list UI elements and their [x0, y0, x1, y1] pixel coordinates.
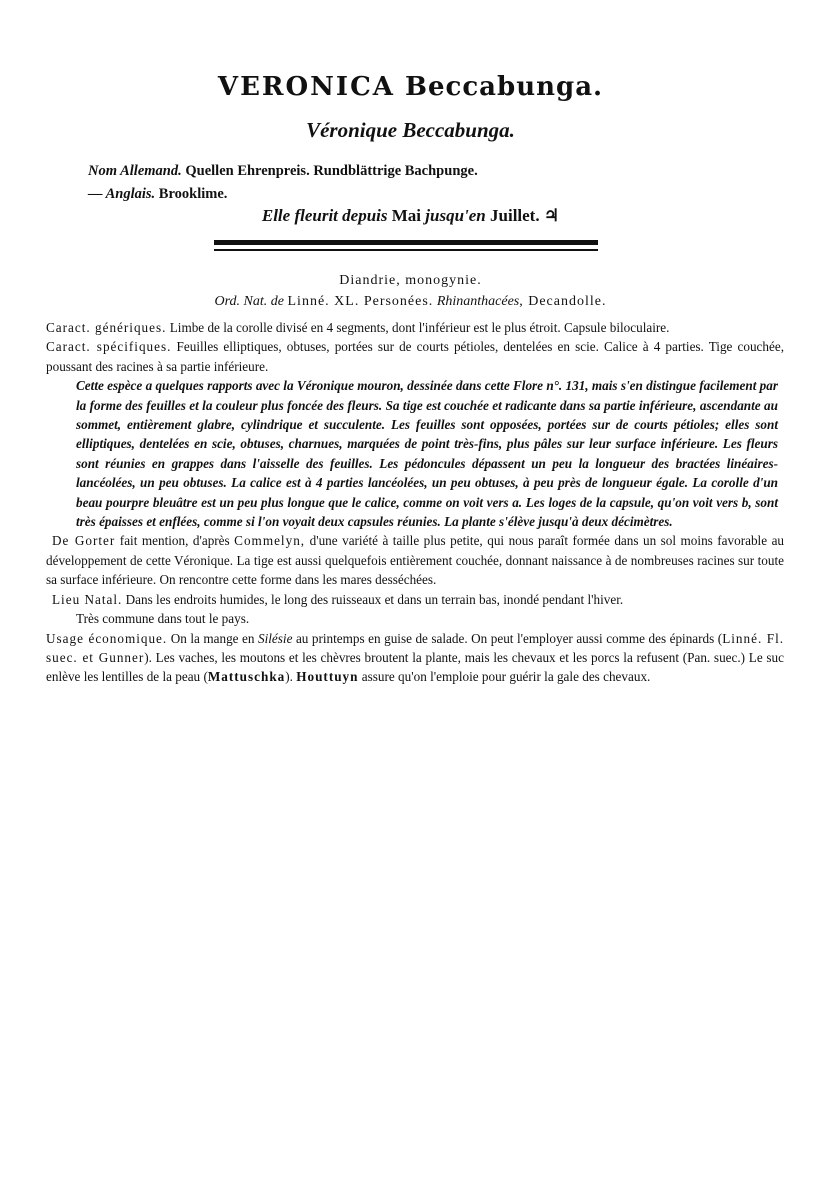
usage-d: ).: [285, 669, 297, 685]
french-name: Véronique Beccabunga.: [306, 118, 515, 142]
flowering-prefix: Elle fleurit depuis: [261, 206, 388, 225]
flowering-from: Mai: [391, 206, 422, 225]
label-generic: Caract. génériques.: [46, 320, 167, 335]
text-gorter: d'une variété à taille plus petite, qui nous paraît formée dans un sol moins favorable au développement de cette Véronique. La tige est aussi quelquefois entièrement couchée, donnant naissance à de nombreuses racines sur toute sa surface inférieure. On rencontre cette forme dans les mares desséchées.: [46, 533, 785, 588]
flowering-period: [0, 206, 821, 226]
author-commelyn: Commelyn,: [234, 533, 306, 549]
usage-e: assure qu'on l'emploie pour guérir la gale des chevaux.: [361, 669, 651, 685]
label-usage: Usage économique.: [46, 630, 168, 646]
flowering-middle: jusqu'en: [425, 206, 486, 225]
usage-b: au printemps en guise de salade. On peut l'employer aussi comme des épinards (: [295, 630, 723, 646]
common-name-english: [88, 183, 478, 206]
gorter-mid: fait mention, d'après: [119, 533, 230, 549]
paragraph-specific: [46, 337, 784, 376]
author-linne-gunner: Linné. Fl. suec. et Gunner: [46, 630, 785, 665]
text-specific: Feuilles elliptiques, obtuses, portées sur de courts pétioles, dentelées en scie. Calice à 4 parties. Tige couchée, poussant des racines à sa partie inférieure.: [46, 339, 784, 374]
usage-a: On la mange en: [170, 630, 255, 646]
common-name-value: Brooklime.: [158, 186, 228, 202]
author-houttuyn: Houttuyn: [296, 669, 359, 685]
common-name-german: [88, 160, 478, 183]
label-habitat: Lieu Natal.: [52, 591, 123, 607]
author-gorter: De Gorter: [52, 533, 116, 549]
paragraph-generic: [46, 318, 784, 337]
main-text: [46, 318, 784, 687]
order-rhinanthacees: Rhinanthacées: [436, 294, 520, 309]
perennial-symbol: ♃: [543, 206, 560, 225]
divider-thin: [214, 249, 598, 251]
common-name-key: Nom Allemand.: [88, 163, 182, 179]
common-names: [88, 160, 478, 206]
page-title: [0, 72, 821, 102]
divider-thick: [214, 240, 598, 245]
genus-name: VERONICA: [217, 72, 395, 102]
paragraph-habitat: [46, 590, 784, 609]
author-mattuschka: Mattuschka: [207, 669, 286, 685]
usage-c: ). Les vaches, les moutons et les chèvres broutent la plante, mais les chevaux et les porcs la refusent (Pan. suec.) Le suc enlève les lentilles de la peau (: [46, 649, 785, 685]
label-specific: Caract. spécifiques.: [46, 339, 172, 355]
order-decandolle: , Decandolle.: [519, 294, 607, 309]
common-name-key: — Anglais.: [88, 186, 156, 202]
paragraph-usage: [46, 629, 784, 687]
species-name: Beccabunga.: [405, 72, 604, 102]
place-silesie: Silésie: [258, 630, 293, 646]
paragraph-gorter: [46, 531, 784, 589]
text-habitat: Dans les endroits humides, le long des ruisseaux et dans un terrain bas, inondé pendant l'hiver.: [125, 591, 624, 607]
text-generic: Limbe de la corolle divisé en 4 segments, dont l'inférieur est le plus étroit. Capsule biloculaire.: [169, 320, 670, 335]
paragraph-description: Cette espèce a quelques rapports avec la Véronique mouron, dessinée dans cette Flore n°. 131, mais s'en distingue facilement par la forme des feuilles et la couleur plus foncée des fleurs. Sa tige est couchée et radicante dans sa partie inférieure, ascendante au sommet, entièrement glabre, cylindrique et succulente. Les feuilles sont opposées, portées sur de courts pétioles; elles sont elliptiques, dentelées en scie, obtuses, charnues, marquées de point très-fins, plus pâles sur leur surface inférieure. Les fleurs sont réunies en grappes dans l'aisselle des feuilles. Les pédoncules dépassent un peu la longueur des bractées linéaires-lancéolées, un peu obtuses. La calice est à 4 parties lancéolées, un peu obtuses, à peu près de longueur égale. La corolle d'un beau pourpre bleuâtre est un peu plus longue que le calice, comme on voit vers a. Les loges de la capsule, qu'on voit vers b, sont très épaisses et enflées, comme si l'on voyait deux capsules réunies. La plante s'élève jusqu'à deux décimètres.: [76, 378, 778, 530]
natural-order: [0, 294, 821, 310]
flowering-to: Juillet.: [490, 206, 540, 225]
common-name-value: Quellen Ehrenpreis. Rundblättrige Bachpunge.: [185, 163, 478, 179]
order-prefix: Ord. Nat. de: [214, 294, 284, 309]
paragraph-habitat-2: Très commune dans tout le pays.: [76, 611, 250, 627]
order-linne: Linné. XL. Personées.: [287, 294, 434, 309]
linnaean-class: Diandrie, monogynie.: [339, 273, 482, 288]
